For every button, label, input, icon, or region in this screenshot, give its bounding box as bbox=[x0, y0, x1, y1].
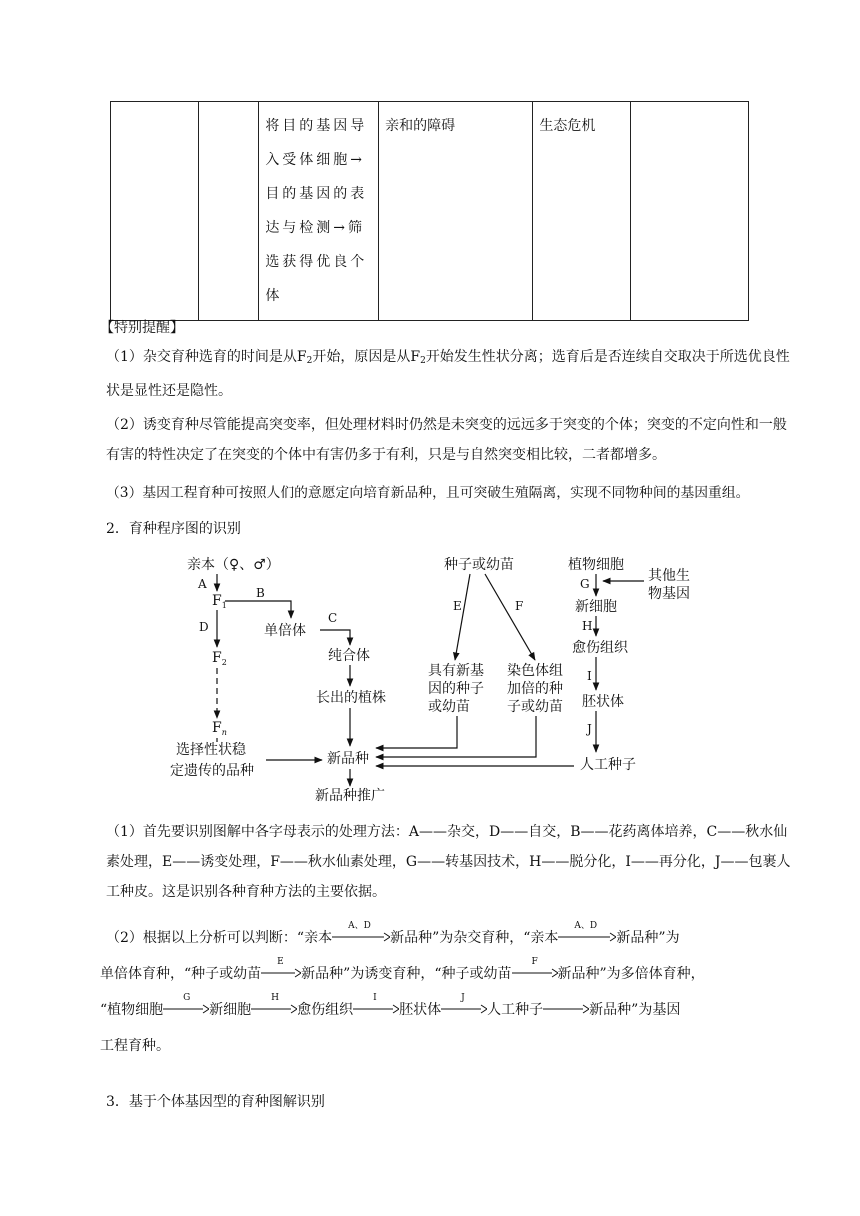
note-1: （1）杂交育种选育的时间是从$F_2$开始，原因是从$F_2$开始发生性状分离；选育后是否连续自交取决于所选优良性状是显性还是隐性。 bbox=[106, 349, 790, 399]
seed-label: 种子或幼苗 bbox=[444, 557, 514, 573]
newvar-label: 新品种 bbox=[327, 751, 369, 767]
label-D: D bbox=[199, 620, 209, 634]
explanation-2: （2）根据以上分析可以判断：“亲本 A、D 新品种”为杂交育种，“亲本 A、D 新品种”为 单倍体育种，“种子或幼苗 E 新品种”为诱变育种，“种子或幼苗 F 新品种”为多倍体育种， “植物细胞 G 新细胞 H 愈伤组织 I 胚状体 J 人工种子 新品种”为基因 工程育种。 bbox=[100, 921, 705, 1054]
table-cell: 亲和的障碍 bbox=[379, 102, 533, 321]
e-text-2: 因的种子 bbox=[428, 681, 484, 697]
label-F: F bbox=[515, 599, 524, 613]
label-A: A bbox=[198, 577, 207, 591]
callus-label: 愈伤组织 bbox=[572, 640, 628, 656]
label-G: G bbox=[580, 577, 590, 591]
explanation-1: （1）首先要识别图解中各字母表示的处理方法：A——杂交，D——自交，B——花药离体培养，C——秋水仙素处理，E——诱变处理，F——秋水仙素处理，G——转基因技术，H——脱分化，I——再分化，J——包裹人工种皮。这是识别各种育种方法的主要依据。 bbox=[106, 824, 791, 900]
select-label-1: 选择性状稳 bbox=[176, 742, 246, 758]
label-Fn: $F_n$ bbox=[212, 720, 227, 737]
label-F2: $F_2$ bbox=[212, 650, 227, 667]
label-I: I bbox=[587, 669, 592, 683]
label-F1: $F_1$ bbox=[212, 593, 227, 610]
embryo-label: 胚状体 bbox=[582, 694, 624, 710]
label-E: E bbox=[453, 599, 462, 613]
artseed-label: 人工种子 bbox=[580, 757, 636, 773]
label-B: B bbox=[256, 586, 265, 600]
section-3-title: 3．基于个体基因型的育种图解识别 bbox=[106, 1094, 325, 1110]
f-text-1: 染色体组 bbox=[507, 663, 563, 679]
select-label-2: 定遗传的品种 bbox=[170, 763, 254, 779]
f-text-2: 加倍的种 bbox=[507, 681, 563, 697]
newcell-label: 新细胞 bbox=[575, 599, 617, 615]
table-cell: 生态危机 bbox=[533, 102, 631, 321]
f-text-3: 子或幼苗 bbox=[507, 699, 563, 715]
grown-label: 长出的植株 bbox=[316, 690, 386, 706]
other-gene-1: 其他生 bbox=[648, 568, 690, 584]
e-text-3: 或幼苗 bbox=[428, 699, 470, 715]
note-3: （3）基因工程育种可按照人们的意愿定向培育新品种，且可突破生殖隔离，实现不同物种间的基因重组。 bbox=[106, 485, 750, 501]
e-text-1: 具有新基 bbox=[428, 663, 484, 679]
table-cell: 将目的基因导入受体细胞→目的基因的表达与检测→筛选获得优良个体 bbox=[259, 102, 379, 321]
pure-label: 纯合体 bbox=[328, 648, 370, 664]
label-J: J bbox=[587, 722, 592, 736]
label-C: C bbox=[328, 611, 338, 625]
haploid-label: 单倍体 bbox=[264, 623, 306, 639]
label-H: H bbox=[582, 619, 593, 633]
plantcell-label: 植物细胞 bbox=[568, 557, 624, 573]
note-title: 【特别提醒】 bbox=[100, 320, 184, 336]
section-2-title: 2．育种程序图的识别 bbox=[106, 521, 241, 537]
other-gene-2: 物基因 bbox=[648, 586, 690, 602]
promote-label: 新品种推广 bbox=[315, 788, 385, 804]
note-2: （2）诱变育种尽管能提高突变率，但处理材料时仍然是未突变的远远多于突变的个体；突变的不定向性和一般有害的特性决定了在突变的个体中有害仍多于有利，只是与自然突变相比较，二者都增多。 bbox=[106, 417, 787, 463]
parent-label: 亲本（♀、♂） bbox=[187, 557, 280, 573]
